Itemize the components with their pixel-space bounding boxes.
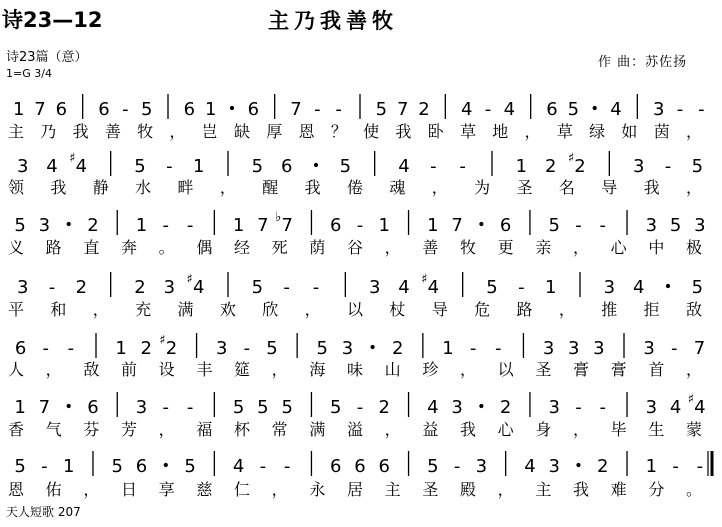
dot-mark: [576, 463, 580, 467]
note: 5: [257, 397, 269, 418]
note: 3: [593, 338, 605, 359]
accidental-mark: ♯: [567, 151, 575, 166]
dot-mark: [314, 163, 318, 167]
dash-mark: -: [599, 397, 607, 418]
dot-mark: [370, 345, 374, 349]
dot-mark: [164, 463, 168, 467]
dash-mark: -: [243, 338, 251, 359]
note: 2: [391, 338, 404, 359]
dash-mark: -: [698, 99, 705, 120]
note: 5: [251, 156, 264, 177]
dash-mark: -: [67, 338, 75, 359]
note: 6: [378, 456, 391, 477]
note: 5: [14, 215, 26, 236]
lyric-line: 平和，充满欢欣，以杖导危路，推拒敌: [8, 300, 702, 319]
accidental-mark: ♯: [159, 333, 166, 348]
dash-mark: -: [672, 456, 679, 477]
accidental-mark: ♯: [421, 272, 428, 287]
note: 6: [14, 338, 27, 359]
note: 4: [427, 397, 439, 418]
note: 7: [34, 99, 46, 120]
dash-mark: -: [453, 456, 461, 477]
lyric-line: 人，敌前设丰筵，海味山珍，以圣膏膏首，: [8, 360, 702, 379]
lyric-line: 领我静水畔，醒我倦魂，为圣名导我，: [8, 178, 702, 197]
note: 2: [134, 277, 146, 298]
note: 4: [46, 156, 58, 177]
accidental-mark: ♯: [687, 392, 695, 407]
dot-mark: [593, 106, 597, 110]
note: 3: [694, 215, 706, 236]
note: 3: [542, 338, 555, 359]
note: 1: [115, 338, 127, 359]
note: 6: [280, 156, 293, 177]
dash-mark: -: [518, 277, 525, 298]
note: 3: [643, 338, 655, 359]
note: 5: [375, 99, 388, 120]
note: 3: [548, 397, 560, 418]
dash-mark: -: [696, 456, 704, 477]
note: 5: [669, 215, 682, 236]
dash-mark: -: [283, 277, 290, 298]
note: 7: [290, 99, 302, 120]
note: 2: [378, 397, 391, 418]
note: 4: [192, 277, 205, 298]
dash-mark: -: [166, 156, 173, 177]
dot-mark: [479, 222, 483, 226]
note: 3: [451, 397, 463, 418]
dash-mark: -: [469, 338, 477, 359]
note: 5: [691, 156, 704, 177]
accidental-mark: ♯: [186, 272, 193, 287]
note: 3: [548, 456, 560, 477]
note: 1: [442, 338, 454, 359]
note: 1: [12, 99, 25, 120]
accidental-mark: ♭: [275, 210, 282, 225]
accidental-mark: ♯: [69, 151, 76, 166]
dash-mark: -: [599, 215, 607, 236]
note: 4: [669, 397, 682, 418]
lyric-line: 恩佑，日享慈仁，永居主圣殿，主我难分。: [8, 480, 702, 499]
note: 3: [652, 99, 665, 120]
dash-mark: -: [162, 215, 170, 236]
note: 4: [232, 456, 245, 477]
note: 3: [567, 338, 580, 359]
note: 6: [183, 99, 196, 120]
note: 3: [163, 277, 176, 298]
note: 2: [418, 99, 430, 120]
note: 3: [645, 397, 658, 418]
note: 4: [632, 277, 645, 298]
note: 2: [544, 156, 557, 177]
dash-mark: -: [484, 99, 492, 120]
note: 7: [38, 397, 51, 418]
note: 1: [204, 99, 217, 120]
note: 5: [329, 397, 342, 418]
note: 7: [693, 338, 706, 359]
note: 4: [694, 397, 706, 418]
note: 3: [38, 215, 51, 236]
lyric-line: 主乃我善牧，岂缺厚恩？使我卧草地，草绿如茵，: [8, 122, 702, 141]
dash-mark: -: [42, 338, 49, 359]
note: 1: [14, 397, 26, 418]
note: 2: [597, 456, 609, 477]
note: 4: [460, 99, 473, 120]
dash-mark: -: [575, 215, 582, 236]
dash-mark: -: [356, 215, 364, 236]
note: 4: [610, 99, 622, 120]
dash-mark: -: [676, 99, 684, 120]
note: 4: [398, 277, 410, 298]
note: 3: [603, 277, 616, 298]
note: 5: [266, 338, 278, 359]
note: 5: [251, 277, 264, 298]
note: 7: [451, 215, 463, 236]
note: 6: [135, 456, 148, 477]
note: 6: [329, 215, 342, 236]
note: 5: [134, 156, 146, 177]
dash-mark: -: [162, 397, 170, 418]
note: 4: [398, 156, 410, 177]
dash-mark: -: [671, 338, 678, 359]
note: 5: [281, 397, 293, 418]
note: 3: [632, 156, 645, 177]
note: 5: [486, 277, 498, 298]
dot-mark: [479, 404, 483, 408]
note: 3: [341, 338, 354, 359]
dash-mark: -: [41, 456, 48, 477]
dash-mark: -: [186, 215, 194, 236]
dash-mark: -: [575, 397, 582, 418]
dash-mark: -: [186, 397, 194, 418]
note: 2: [574, 156, 586, 177]
note: 1: [427, 215, 439, 236]
note: 1: [645, 456, 658, 477]
composer-credit: 作 曲：苏佐扬: [598, 55, 688, 70]
note: 3: [475, 456, 488, 477]
dash-mark: -: [283, 456, 291, 477]
note: 4: [75, 156, 88, 177]
note: 4: [503, 99, 516, 120]
note: 1: [62, 456, 75, 477]
note: 4: [427, 277, 440, 298]
dash-mark: -: [356, 397, 364, 418]
note: 6: [499, 215, 512, 236]
note: 6: [546, 99, 558, 120]
note: 5: [316, 338, 329, 359]
dash-mark: -: [664, 156, 672, 177]
dash-mark: -: [259, 456, 267, 477]
note: 5: [339, 156, 352, 177]
note: 6: [98, 99, 110, 120]
lyric-line: 香气芬芳，福杯常满溢，益我心身，毕生蒙: [8, 420, 702, 439]
note: 2: [499, 397, 512, 418]
song-title: 主乃我善牧: [268, 8, 398, 33]
note: 6: [55, 99, 68, 120]
note: 1: [232, 215, 245, 236]
note: 3: [368, 277, 381, 298]
note: 5: [232, 397, 245, 418]
note: 3: [215, 338, 228, 359]
note: 3: [16, 156, 29, 177]
note: 2: [140, 338, 153, 359]
note: 7: [396, 99, 409, 120]
dash-mark: -: [430, 156, 437, 177]
dash-mark: -: [314, 99, 321, 120]
songbook-reference: 天人短歌 207: [6, 505, 81, 519]
note: 5: [140, 99, 153, 120]
note: 2: [165, 338, 178, 359]
dash-mark: -: [335, 99, 342, 120]
note: 1: [544, 277, 557, 298]
note: 1: [135, 215, 148, 236]
note: 3: [16, 277, 29, 298]
dash-mark: -: [48, 277, 56, 298]
key-signature: 1=G 3/4: [6, 67, 52, 80]
dash-mark: -: [312, 277, 320, 298]
note: 5: [184, 456, 196, 477]
note: 3: [645, 215, 658, 236]
scripture-source: 诗23篇（意）: [6, 50, 88, 65]
note: 1: [192, 156, 205, 177]
note: 5: [691, 277, 704, 298]
note: 5: [14, 456, 26, 477]
note: 6: [354, 456, 366, 477]
dash-mark: -: [495, 338, 502, 359]
dot-mark: [230, 106, 234, 110]
hymn-code: 诗23—12: [2, 8, 103, 32]
dash-mark: -: [122, 99, 129, 120]
note: 5: [567, 99, 580, 120]
note: 7: [281, 215, 293, 236]
note: 6: [247, 99, 260, 120]
note: 4: [524, 456, 536, 477]
note: 7: [257, 215, 269, 236]
note: 6: [87, 397, 99, 418]
dash-mark: -: [459, 156, 466, 177]
note: 6: [329, 456, 342, 477]
lyric-line: 义路直奔。偶经死荫谷，善牧更亲，心中极: [8, 238, 702, 257]
note: 5: [548, 215, 560, 236]
note: 1: [515, 156, 528, 177]
dot-mark: [67, 222, 71, 226]
note: 5: [427, 456, 439, 477]
dot-mark: [666, 284, 670, 288]
note: 3: [135, 397, 148, 418]
note: 1: [378, 215, 391, 236]
dot-mark: [67, 404, 71, 408]
note: 2: [87, 215, 99, 236]
note: 2: [75, 277, 88, 298]
note: 5: [111, 456, 123, 477]
